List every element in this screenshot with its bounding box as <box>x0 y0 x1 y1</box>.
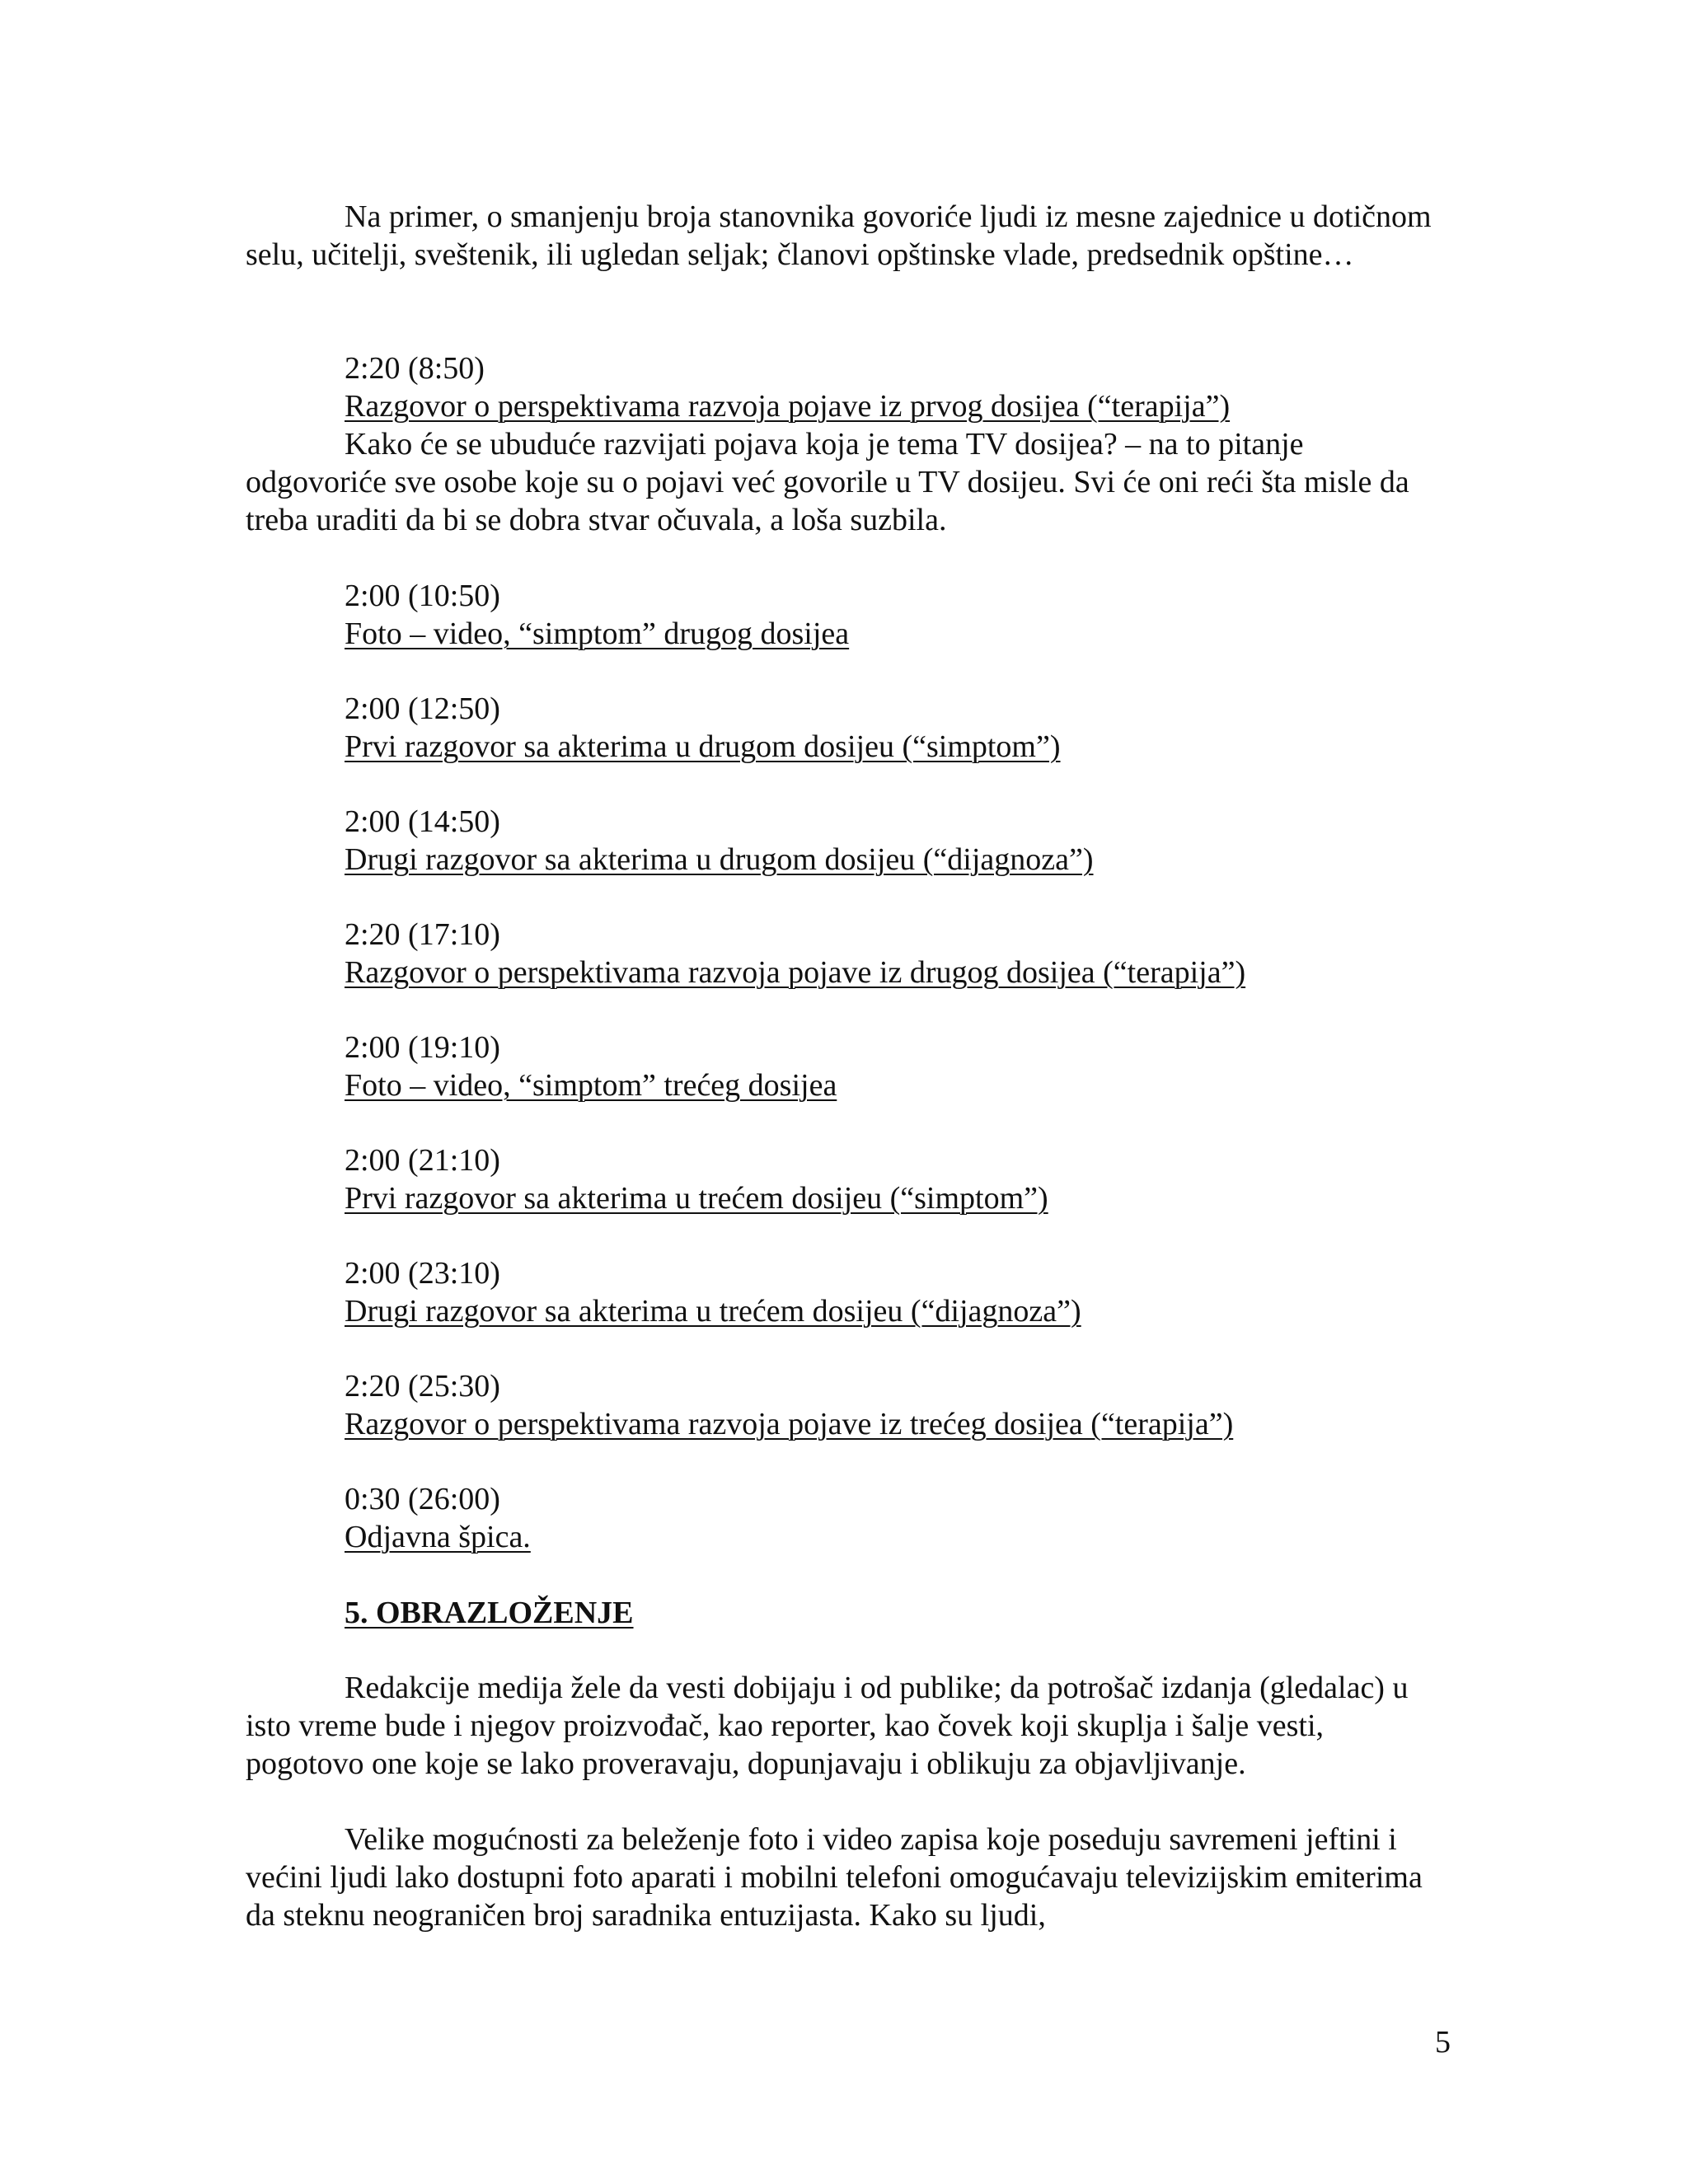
section-heading: 5. OBRAZLOŽENJE <box>345 1596 634 1630</box>
segment-5 <box>345 916 1449 991</box>
paragraph-intro: Na primer, o smanjenju broja stanovnika govoriće ljudi iz mesne zajednice u dotičnom selu, učitelji, sveštenik, ili ugledan seljak; članovi opštinske vlade, predsednik opštine… <box>246 199 1432 272</box>
page-number: 5 <box>1435 2025 1451 2060</box>
segment-time: 2:00 (10:50) <box>345 579 500 613</box>
segment-title: Odjavna špica. <box>345 1520 531 1554</box>
segment-3 <box>345 690 1449 766</box>
paragraph-perspectives: Kako će se ubuduće razvijati pojava koja je tema TV dosijea? – na to pitanje odgovoriće sve osobe koje su o pojavi već govorile u TV dosijeu. Svi će oni reći šta misle da treba uraditi da bi se dobra stvar očuvala, a loša suzbila. <box>246 427 1409 537</box>
segment-title: Prvi razgovor sa akterima u trećem dosijeu (“simptom”) <box>345 1181 1048 1216</box>
segment-title: Foto – video, “simptom” drugog dosijea <box>345 616 850 651</box>
segment-title: Drugi razgovor sa akterima u trećem dosijeu (“dijagnoza”) <box>345 1294 1081 1329</box>
segment-7 <box>345 1141 1449 1217</box>
segment-title: Razgovor o perspektivama razvoja pojave iz drugog dosijea (“terapija”) <box>345 955 1246 990</box>
segment-title: Razgovor o perspektivama razvoja pojave iz trećeg dosijea (“terapija”) <box>345 1407 1234 1441</box>
segment-4 <box>345 803 1449 879</box>
segment-time: 2:00 (12:50) <box>345 691 500 726</box>
segment-6 <box>345 1029 1449 1104</box>
segment-time: 2:20 (25:30) <box>345 1369 500 1404</box>
segment-time: 2:00 (21:10) <box>345 1143 500 1178</box>
segment-time: 2:00 (23:10) <box>345 1256 500 1291</box>
segment-time: 2:20 (17:10) <box>345 917 500 952</box>
segment-8 <box>345 1254 1449 1330</box>
segment-title: Razgovor o perspektivama razvoja pojave iz prvog dosijea (“terapija”) <box>345 389 1231 424</box>
segment-title: Prvi razgovor sa akterima u drugom dosijeu (“simptom”) <box>345 729 1061 764</box>
paragraph-redakcije: Redakcije medija žele da vesti dobijaju i od publike; da potrošač izdanja (gledalac) u isto vreme bude i njegov proizvođač, kao reporter, kao čovek koji skuplja i šalje vesti, pogotovo one koje se lako proveravaju, dopunjavaju i oblikuju za objavljivanje. <box>246 1671 1409 1781</box>
segment-title: Drugi razgovor sa akterima u drugom dosijeu (“dijagnoza”) <box>345 842 1094 877</box>
segment-time: 2:20 (8:50) <box>345 351 485 386</box>
segment-1 <box>345 349 1449 425</box>
segment-title: Foto – video, “simptom” trećeg dosijea <box>345 1068 837 1103</box>
segment-10 <box>345 1480 1449 1556</box>
paragraph-mogucnosti: Velike mogućnosti za beleženje foto i video zapisa koje poseduju savremeni jeftini i većini ljudi lako dostupni foto aparati i mobilni telefoni omogućavaju televizijskim emiterima da steknu neograničen broj saradnika entuzijasta. Kako su ljudi, <box>246 1822 1423 1933</box>
segment-9 <box>345 1367 1449 1443</box>
segment-time: 2:00 (19:10) <box>345 1030 500 1065</box>
segment-time: 2:00 (14:50) <box>345 804 500 839</box>
segment-2 <box>345 577 1449 653</box>
segment-time: 0:30 (26:00) <box>345 1482 500 1516</box>
